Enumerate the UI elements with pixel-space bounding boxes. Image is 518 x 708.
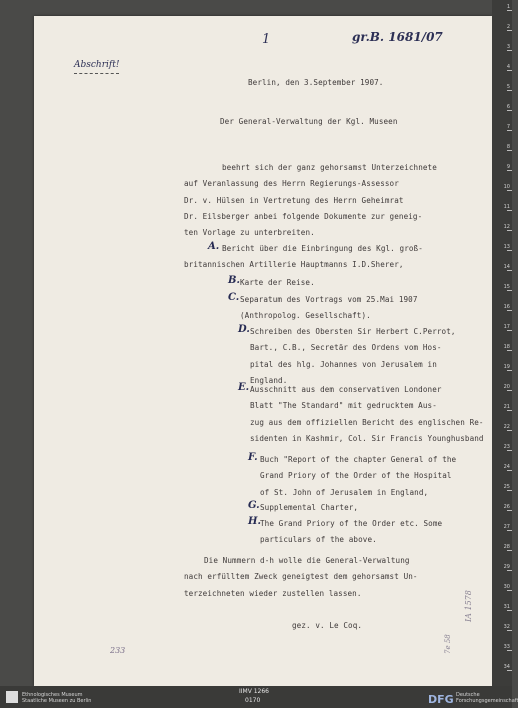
closing-line: terzeichneten wieder zustellen lassen. bbox=[184, 588, 362, 598]
item-line: Schreiben des Obersten Sir Herbert C.Perrot, bbox=[250, 327, 456, 336]
margin-note-bottom-left: 233 bbox=[110, 646, 126, 655]
item-letter: B. bbox=[228, 275, 240, 286]
item-letter: H. bbox=[248, 516, 261, 527]
intro-line: beehrt sich der ganz gehorsamst Unterzeichnete bbox=[222, 163, 437, 172]
item-letter: C. bbox=[228, 292, 240, 303]
ruler-tick bbox=[507, 310, 512, 311]
item-line: pital des hlg. Johannes von Jerusalem in bbox=[250, 359, 437, 369]
document-page bbox=[34, 16, 492, 686]
item-letter: D. bbox=[238, 324, 250, 335]
ruler-label: 29 bbox=[503, 564, 510, 570]
closing-line: Die Nummern d-h wolle die General-Verwaltung bbox=[204, 556, 410, 565]
item-letter: G. bbox=[248, 500, 260, 511]
item-line: zug aus dem offiziellen Bericht des englischen Re- bbox=[250, 417, 484, 427]
ruler-label: 19 bbox=[503, 364, 510, 370]
ruler-tick bbox=[507, 370, 512, 371]
footer-bar bbox=[0, 686, 518, 708]
ruler-label: 13 bbox=[503, 244, 510, 250]
ruler-tick bbox=[507, 430, 512, 431]
item-line: britannischen Artillerie Hauptmanns I.D.Sherer, bbox=[184, 260, 404, 270]
signature: gez. v. Le Coq. bbox=[292, 621, 363, 630]
item-line: Supplemental Charter, bbox=[260, 503, 359, 512]
funder-sub2: Forschungsgemeinschaft bbox=[456, 698, 518, 704]
item-line: The Grand Priory of the Order etc. Some bbox=[260, 519, 443, 528]
ruler-label: 8 bbox=[506, 144, 510, 150]
ruler-tick bbox=[507, 470, 512, 471]
item-line: Grand Priory of the Order of the Hospital bbox=[260, 471, 452, 481]
ruler-label: 2 bbox=[506, 24, 510, 30]
ruler-label: 34 bbox=[503, 664, 510, 670]
ruler-label: 1 bbox=[506, 4, 510, 10]
ruler-label: 32 bbox=[503, 624, 510, 630]
ruler-label: 16 bbox=[503, 304, 510, 310]
copy-label-underline bbox=[74, 73, 119, 74]
item-letter: E. bbox=[238, 382, 250, 393]
item-line: (Anthropolog. Gesellschaft). bbox=[240, 311, 371, 321]
ruler-tick bbox=[507, 570, 512, 571]
ruler-tick bbox=[507, 330, 512, 331]
ruler-tick bbox=[507, 650, 512, 651]
ruler-tick bbox=[507, 230, 512, 231]
ruler-label: 31 bbox=[503, 604, 510, 610]
ruler-label: 17 bbox=[503, 324, 510, 330]
reference-number: gr.B. 1681/07 bbox=[352, 30, 443, 44]
ruler-label: 3 bbox=[506, 44, 510, 50]
ruler-label: 18 bbox=[503, 344, 510, 350]
ruler-label: 12 bbox=[503, 224, 510, 230]
ruler-tick bbox=[507, 90, 512, 91]
item-letter: A. bbox=[208, 241, 220, 252]
margin-note-right-b: 7e 58 bbox=[444, 634, 452, 654]
ruler-label: 20 bbox=[503, 384, 510, 390]
intro-line: auf Veranlassung des Herrn Regierungs-Assessor bbox=[184, 179, 399, 189]
item-line: of St. John of Jerusalem in England, bbox=[260, 487, 429, 497]
ruler-tick bbox=[507, 630, 512, 631]
ruler-label: 24 bbox=[503, 464, 510, 470]
item-line: Separatum des Vortrags vom 25.Mai 1907 bbox=[240, 295, 418, 304]
item-line: Buch "Report of the chapter General of the bbox=[260, 455, 457, 464]
ruler-tick bbox=[507, 590, 512, 591]
ruler-tick bbox=[507, 610, 512, 611]
item-line: Ausschnitt aus dem conservativen Londoner bbox=[250, 385, 442, 394]
ruler-tick bbox=[507, 130, 512, 131]
ruler-label: 11 bbox=[503, 204, 510, 210]
ruler-label: 28 bbox=[503, 544, 510, 550]
margin-note-right-a: IA 1578 bbox=[464, 590, 473, 622]
ruler-tick bbox=[507, 390, 512, 391]
item-line: Bart., C.B., Secretär des Ordens vom Hos- bbox=[250, 343, 442, 353]
copy-label: Abschrift! bbox=[74, 60, 120, 70]
ruler-label: 30 bbox=[503, 584, 510, 590]
item-letter: F. bbox=[248, 452, 258, 463]
item-line: England. bbox=[250, 375, 288, 385]
institution-line2: Staatliche Museen zu Berlin bbox=[22, 698, 92, 704]
museum-logo-icon bbox=[6, 691, 18, 703]
ruler-tick bbox=[507, 210, 512, 211]
funder-logo: DFG bbox=[428, 693, 454, 706]
ruler-tick bbox=[507, 350, 512, 351]
ruler-label: 4 bbox=[506, 64, 510, 70]
ruler-tick bbox=[507, 270, 512, 271]
ruler-label: 33 bbox=[503, 644, 510, 650]
ruler-label: 26 bbox=[503, 504, 510, 510]
scale-ruler bbox=[492, 0, 512, 692]
addressee: Der General-Verwaltung der Kgl. Museen bbox=[220, 117, 398, 126]
ruler-tick bbox=[507, 490, 512, 491]
intro-line: ten Vorlage zu unterbreiten. bbox=[184, 228, 315, 238]
funder-sub1: Deutsche bbox=[456, 692, 480, 698]
page-number: 1 bbox=[262, 32, 271, 47]
ruler-tick bbox=[507, 530, 512, 531]
ruler-tick bbox=[507, 290, 512, 291]
ruler-tick bbox=[507, 30, 512, 31]
archive-id: IIMV 1266 bbox=[239, 688, 269, 695]
ruler-label: 6 bbox=[506, 104, 510, 110]
item-line: Karte der Reise. bbox=[240, 278, 315, 287]
ruler-label: 23 bbox=[503, 444, 510, 450]
place-date: Berlin, den 3.September 1907. bbox=[248, 78, 384, 87]
ruler-label: 7 bbox=[506, 124, 510, 130]
intro-line: Dr. v. Hülsen in Vertretung des Herrn Geheimrat bbox=[184, 195, 404, 205]
intro-line: Dr. Eilsberger anbei folgende Dokumente zur geneig- bbox=[184, 211, 423, 221]
ruler-tick bbox=[507, 510, 512, 511]
ruler-label: 10 bbox=[503, 184, 510, 190]
ruler-tick bbox=[507, 170, 512, 171]
ruler-tick bbox=[507, 50, 512, 51]
ruler-tick bbox=[507, 450, 512, 451]
ruler-tick bbox=[507, 70, 512, 71]
ruler-label: 22 bbox=[503, 424, 510, 430]
item-line: particulars of the above. bbox=[260, 535, 377, 545]
frame-number: 0170 bbox=[245, 697, 261, 704]
ruler-label: 15 bbox=[503, 284, 510, 290]
closing-line: nach erfülltem Zweck geneigtest dem gehorsamst Un- bbox=[184, 572, 418, 582]
ruler-tick bbox=[507, 670, 512, 671]
ruler-label: 5 bbox=[506, 84, 510, 90]
ruler-tick bbox=[507, 150, 512, 151]
ruler-label: 14 bbox=[503, 264, 510, 270]
item-line: sidenten in Kashmir, Col. Sir Francis Younghusband bbox=[250, 433, 484, 443]
ruler-tick bbox=[507, 10, 512, 11]
ruler-tick bbox=[507, 550, 512, 551]
item-line: Blatt "The Standard" mit gedrucktem Aus- bbox=[250, 401, 437, 411]
ruler-tick bbox=[507, 110, 512, 111]
item-line: Bericht über die Einbringung des Kgl. groß- bbox=[222, 244, 423, 253]
institution-line1: Ethnologisches Museum bbox=[22, 692, 83, 698]
ruler-tick bbox=[507, 410, 512, 411]
ruler-tick bbox=[507, 190, 512, 191]
ruler-label: 27 bbox=[503, 524, 510, 530]
ruler-label: 21 bbox=[503, 404, 510, 410]
ruler-label: 9 bbox=[506, 164, 510, 170]
ruler-label: 25 bbox=[503, 484, 510, 490]
ruler-tick bbox=[507, 250, 512, 251]
